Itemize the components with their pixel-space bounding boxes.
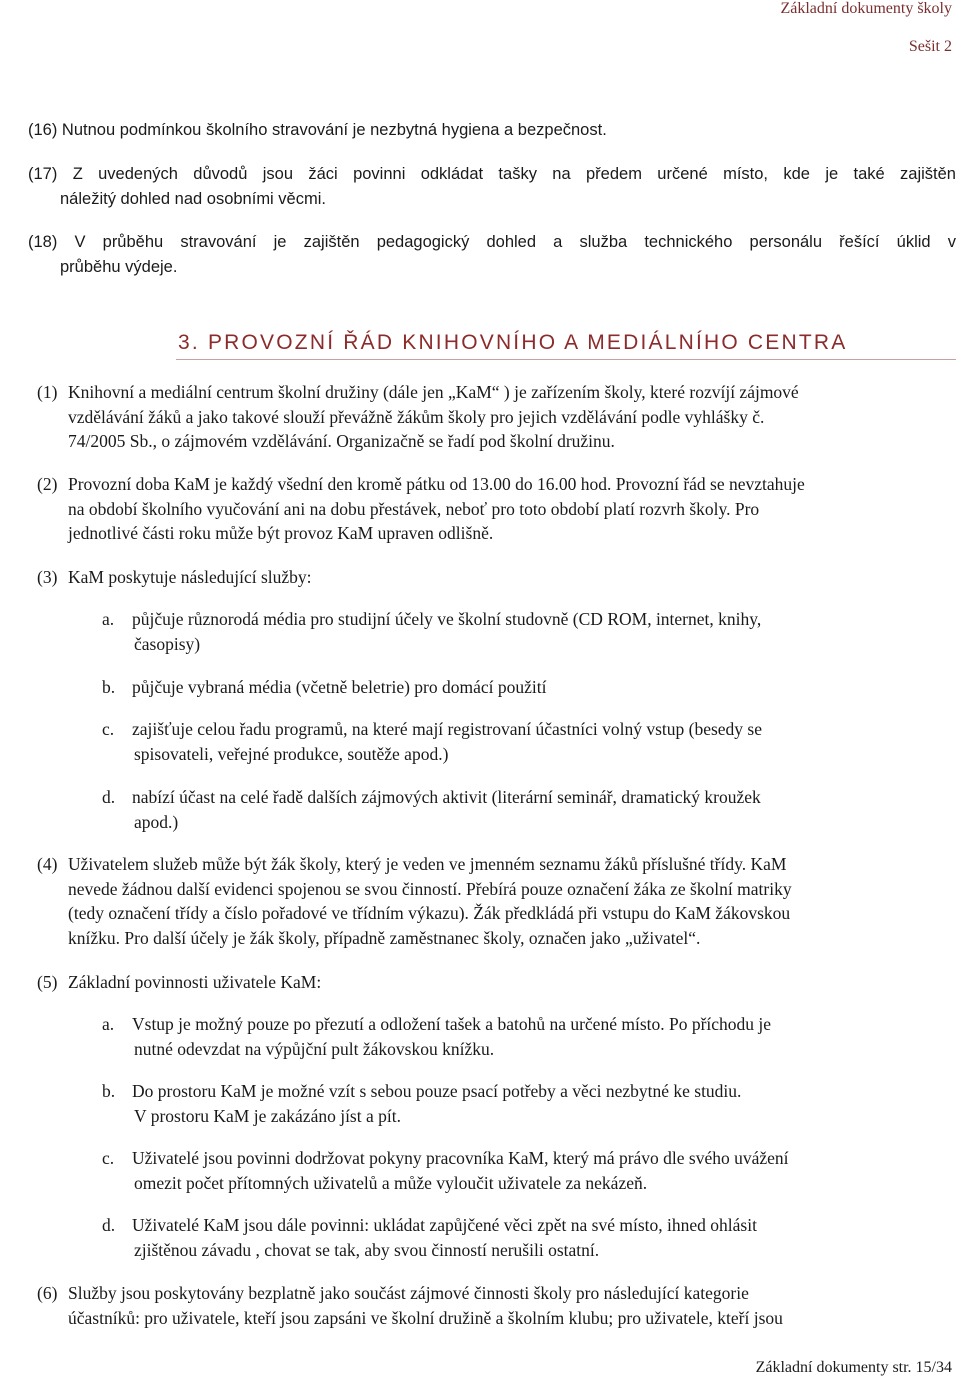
paragraph-line: (18) V průběhu stravování je zajištěn pedagogický dohled a služba technického personálu řešící úklid v — [28, 233, 956, 251]
page-footer: Základní dokumenty str. 15/34 — [755, 1359, 952, 1376]
list-item-line: apod.) — [134, 811, 179, 832]
list-item-line: Uživatelé jsou povinni dodržovat pokyny pracovníka KaM, který má právo dle svého uvážení — [132, 1148, 789, 1168]
list-item-letter: b. — [102, 677, 116, 697]
list-item-line: Do prostoru KaM je možné vzít s sebou pouze psací potřeby a věci nezbytné ke studiu. — [132, 1081, 742, 1101]
paragraph-line: náležitý dohled nad osobními věcmi. — [60, 190, 326, 208]
list-item-line: zajišťuje celou řadu programů, na které mají registrovaní účastníci volný vstup (besedy se — [132, 719, 762, 739]
list-item-letter: d. — [102, 1215, 116, 1235]
paragraph-line: 74/2005 Sb., o zájmovém vzdělávání. Organizačně se řadí pod školní družinu. — [68, 431, 615, 451]
paragraph-line: jednotlivé části roku může být provoz KaM upraven odlišně. — [68, 523, 494, 543]
section-heading: 3. PROVOZNÍ ŘÁD KNIHOVNÍHO A MEDIÁLNÍHO CENTRA — [178, 331, 848, 354]
list-item-line: spisovateli, veřejné produkce, soutěže apod.) — [134, 743, 449, 764]
paragraph-line: Knihovní a mediální centrum školní družiny (dále jen „KaM“ ) je zařízením školy, které rozvíjí zájmové — [68, 382, 799, 402]
paragraph-line: KaM poskytuje následující služby: — [68, 567, 312, 587]
running-header-subtitle: Sešit 2 — [908, 38, 952, 55]
paragraph-line: nevede žádnou další evidenci spojenou se svou činností. Přebírá pouze označení žáka ze školní matriky — [68, 878, 792, 899]
list-item-line: omezit počet přítomných uživatelů a může vyloučit uživatele za nekázeň. — [134, 1172, 648, 1193]
paragraph-line: knížku. Pro další účely je žák školy, případně zaměstnanec školy, označen jako „uživatel“. — [68, 927, 701, 948]
paragraph-line: (16) Nutnou podmínkou školního stravování je nezbytná hygiena a bezpečnost. — [28, 121, 607, 139]
paragraph-number: (5) — [37, 972, 58, 992]
paragraph-line: průběhu výdeje. — [60, 258, 178, 276]
list-item-line: nutné odevzdat na výpůjční pult žákovskou knížku. — [134, 1038, 495, 1059]
list-item-line: zjištěnou závadu , chovat se tak, aby svou činností nerušili ostatní. — [134, 1239, 600, 1260]
list-item-line: půjčuje vybraná média (včetně beletrie) pro domácí použití — [132, 677, 547, 697]
list-item-line: půjčuje různorodá média pro studijní účely ve školní studovně (CD ROM, internet, knihy, — [132, 609, 762, 629]
paragraph-line: Služby jsou poskytovány bezplatně jako součást zájmové činnosti školy pro následující kategorie — [68, 1283, 749, 1303]
list-item-letter: b. — [102, 1081, 116, 1101]
paragraph-number: (1) — [37, 382, 58, 402]
paragraph-line: vzdělávání žáků a jako takové slouží převážně žákům školy pro jejich vzdělávání podle vyhlášky č. — [68, 406, 765, 427]
paragraph-18 — [28, 230, 956, 280]
paragraph-number: (6) — [37, 1283, 58, 1303]
list-item-line: nabízí účast na celé řadě dalších zájmových aktivit (literární seminář, dramatický kroužek — [132, 787, 761, 807]
paragraph-line: na období školního vyučování ani na dobu přestávek, neboť pro toto období platí rozvrh školy. Pro — [68, 498, 760, 519]
list-item-letter: c. — [102, 1148, 115, 1168]
paragraph-number: (4) — [37, 854, 58, 874]
paragraph-line: účastníků: pro uživatele, kteří jsou zapsáni ve školní družině a školním klubu; pro uživatele, kteří jsou — [68, 1307, 783, 1328]
running-header-title: Základní dokumenty školy — [780, 0, 952, 17]
paragraph-number: (3) — [37, 567, 58, 587]
list-item-line: časopisy) — [134, 633, 201, 654]
paragraph-line: (tedy označení třídy a číslo pořadové ve třídním výkazu). Žák předkládá při vstupu do KaM žákovskou — [68, 903, 791, 923]
list-item-letter: c. — [102, 719, 115, 739]
list-item-line: V prostoru KaM je zakázáno jíst a pít. — [134, 1105, 401, 1126]
paragraph-line: (17) Z uvedených důvodů jsou žáci povinni odkládat tašky na předem určené místo, kde je také zajištěn — [28, 165, 956, 183]
paragraph-17 — [28, 162, 956, 212]
list-item-line: Uživatelé KaM jsou dále povinni: ukládat zapůjčené věci zpět na své místo, ihned ohlásit — [132, 1215, 757, 1235]
heading-rule — [176, 359, 956, 360]
list-item-line: Vstup je možný pouze po přezutí a odložení tašek a batohů na určené místo. Po příchodu je — [132, 1014, 772, 1034]
paragraph-line: Základní povinnosti uživatele KaM: — [68, 972, 322, 992]
paragraph-line: Uživatelem služeb může být žák školy, který je veden ve jmenném seznamu žáků příslušné třídy. KaM — [68, 854, 787, 874]
list-item-letter: a. — [102, 609, 115, 629]
paragraph-number: (2) — [37, 474, 58, 494]
paragraph-line: Provozní doba KaM je každý všední den kromě pátku od 13.00 do 16.00 hod. Provozní řád se nevztahuje — [68, 474, 805, 494]
paragraph-16 — [28, 118, 956, 143]
list-item-letter: d. — [102, 787, 116, 807]
list-item-letter: a. — [102, 1014, 115, 1034]
